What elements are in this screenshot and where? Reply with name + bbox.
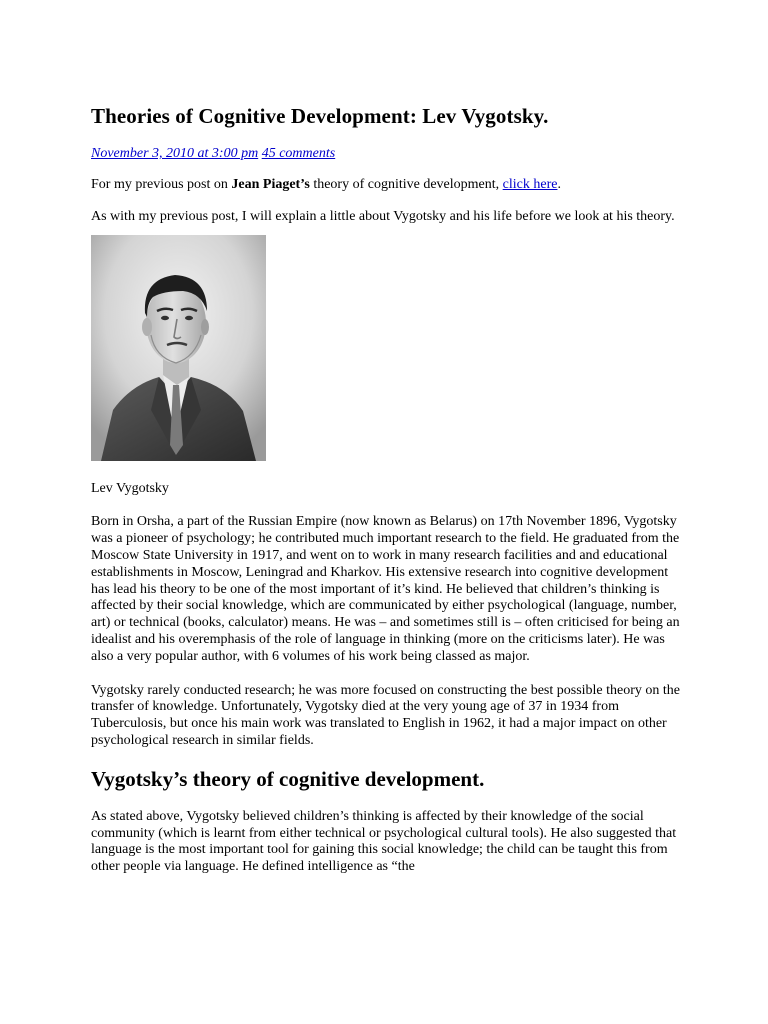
comments-link[interactable]: 45 comments bbox=[261, 146, 336, 161]
post-title: Theories of Cognitive Development: Lev Vygotsky. bbox=[91, 104, 549, 128]
post-date-link[interactable]: November 3, 2010 at 3:00 pm bbox=[91, 146, 259, 161]
section-heading: Vygotsky’s theory of cognitive development. bbox=[91, 766, 485, 791]
intro-paragraph bbox=[91, 177, 681, 194]
intro-suffix: . bbox=[557, 177, 561, 192]
blog-post bbox=[91, 103, 681, 876]
paragraph-2: As with my previous post, I will explain a little about Vygotsky and his life before we look at his theory. bbox=[91, 208, 675, 224]
piaget-name: Jean Piaget’s bbox=[231, 177, 310, 192]
paragraph-4: Vygotsky rarely conducted research; he was more focused on constructing the best possible theory on the transfer of knowledge. Unfortunately, Vygotsky died at the very young age of 37 in 1934 from Tuberculosis, but once his main work was translated to English in 1962, it had a major impact on other psychological research in similar fields. bbox=[91, 682, 680, 748]
intro-prefix: For my previous post on bbox=[91, 177, 232, 192]
paragraph-3: Born in Orsha, a part of the Russian Empire (now known as Belarus) on 17th November 1896, Vygotsky was a pioneer of psychology; he contributed much important research to the field. He graduated from the Moscow State University in 1917, and went on to work in many research facilities and and educational establishments in Moscow, Leningrad and Kharkov. His extensive research into cognitive development has lead his theory to be one of the most important of it’s kind. He believed that children’s thinking is affected by their social knowledge, which are communicated by either psychological (language, number, art) or technical (books, calculator) means. He was – and sometimes still is – often criticised for being an idealist and his overemphasis of the role of language in thinking (more on the criticisms later). He was also a very popular author, with 6 volumes of his work being classed as major. bbox=[91, 514, 680, 664]
intro-middle: theory of cognitive development, bbox=[309, 177, 503, 192]
photo-caption: Lev Vygotsky bbox=[91, 480, 169, 496]
click-here-link[interactable]: click here bbox=[502, 177, 558, 192]
post-meta bbox=[91, 145, 681, 162]
paragraph-5: As stated above, Vygotsky believed children’s thinking is affected by their knowledge of the social community (which is learnt from either technical or psychological cultural tools). He also suggested that language is the most important tool for gaining this social knowledge; the child can be taught this from other people via language. He defined intelligence as “the bbox=[91, 808, 677, 875]
vygotsky-portrait-photo bbox=[91, 235, 266, 461]
